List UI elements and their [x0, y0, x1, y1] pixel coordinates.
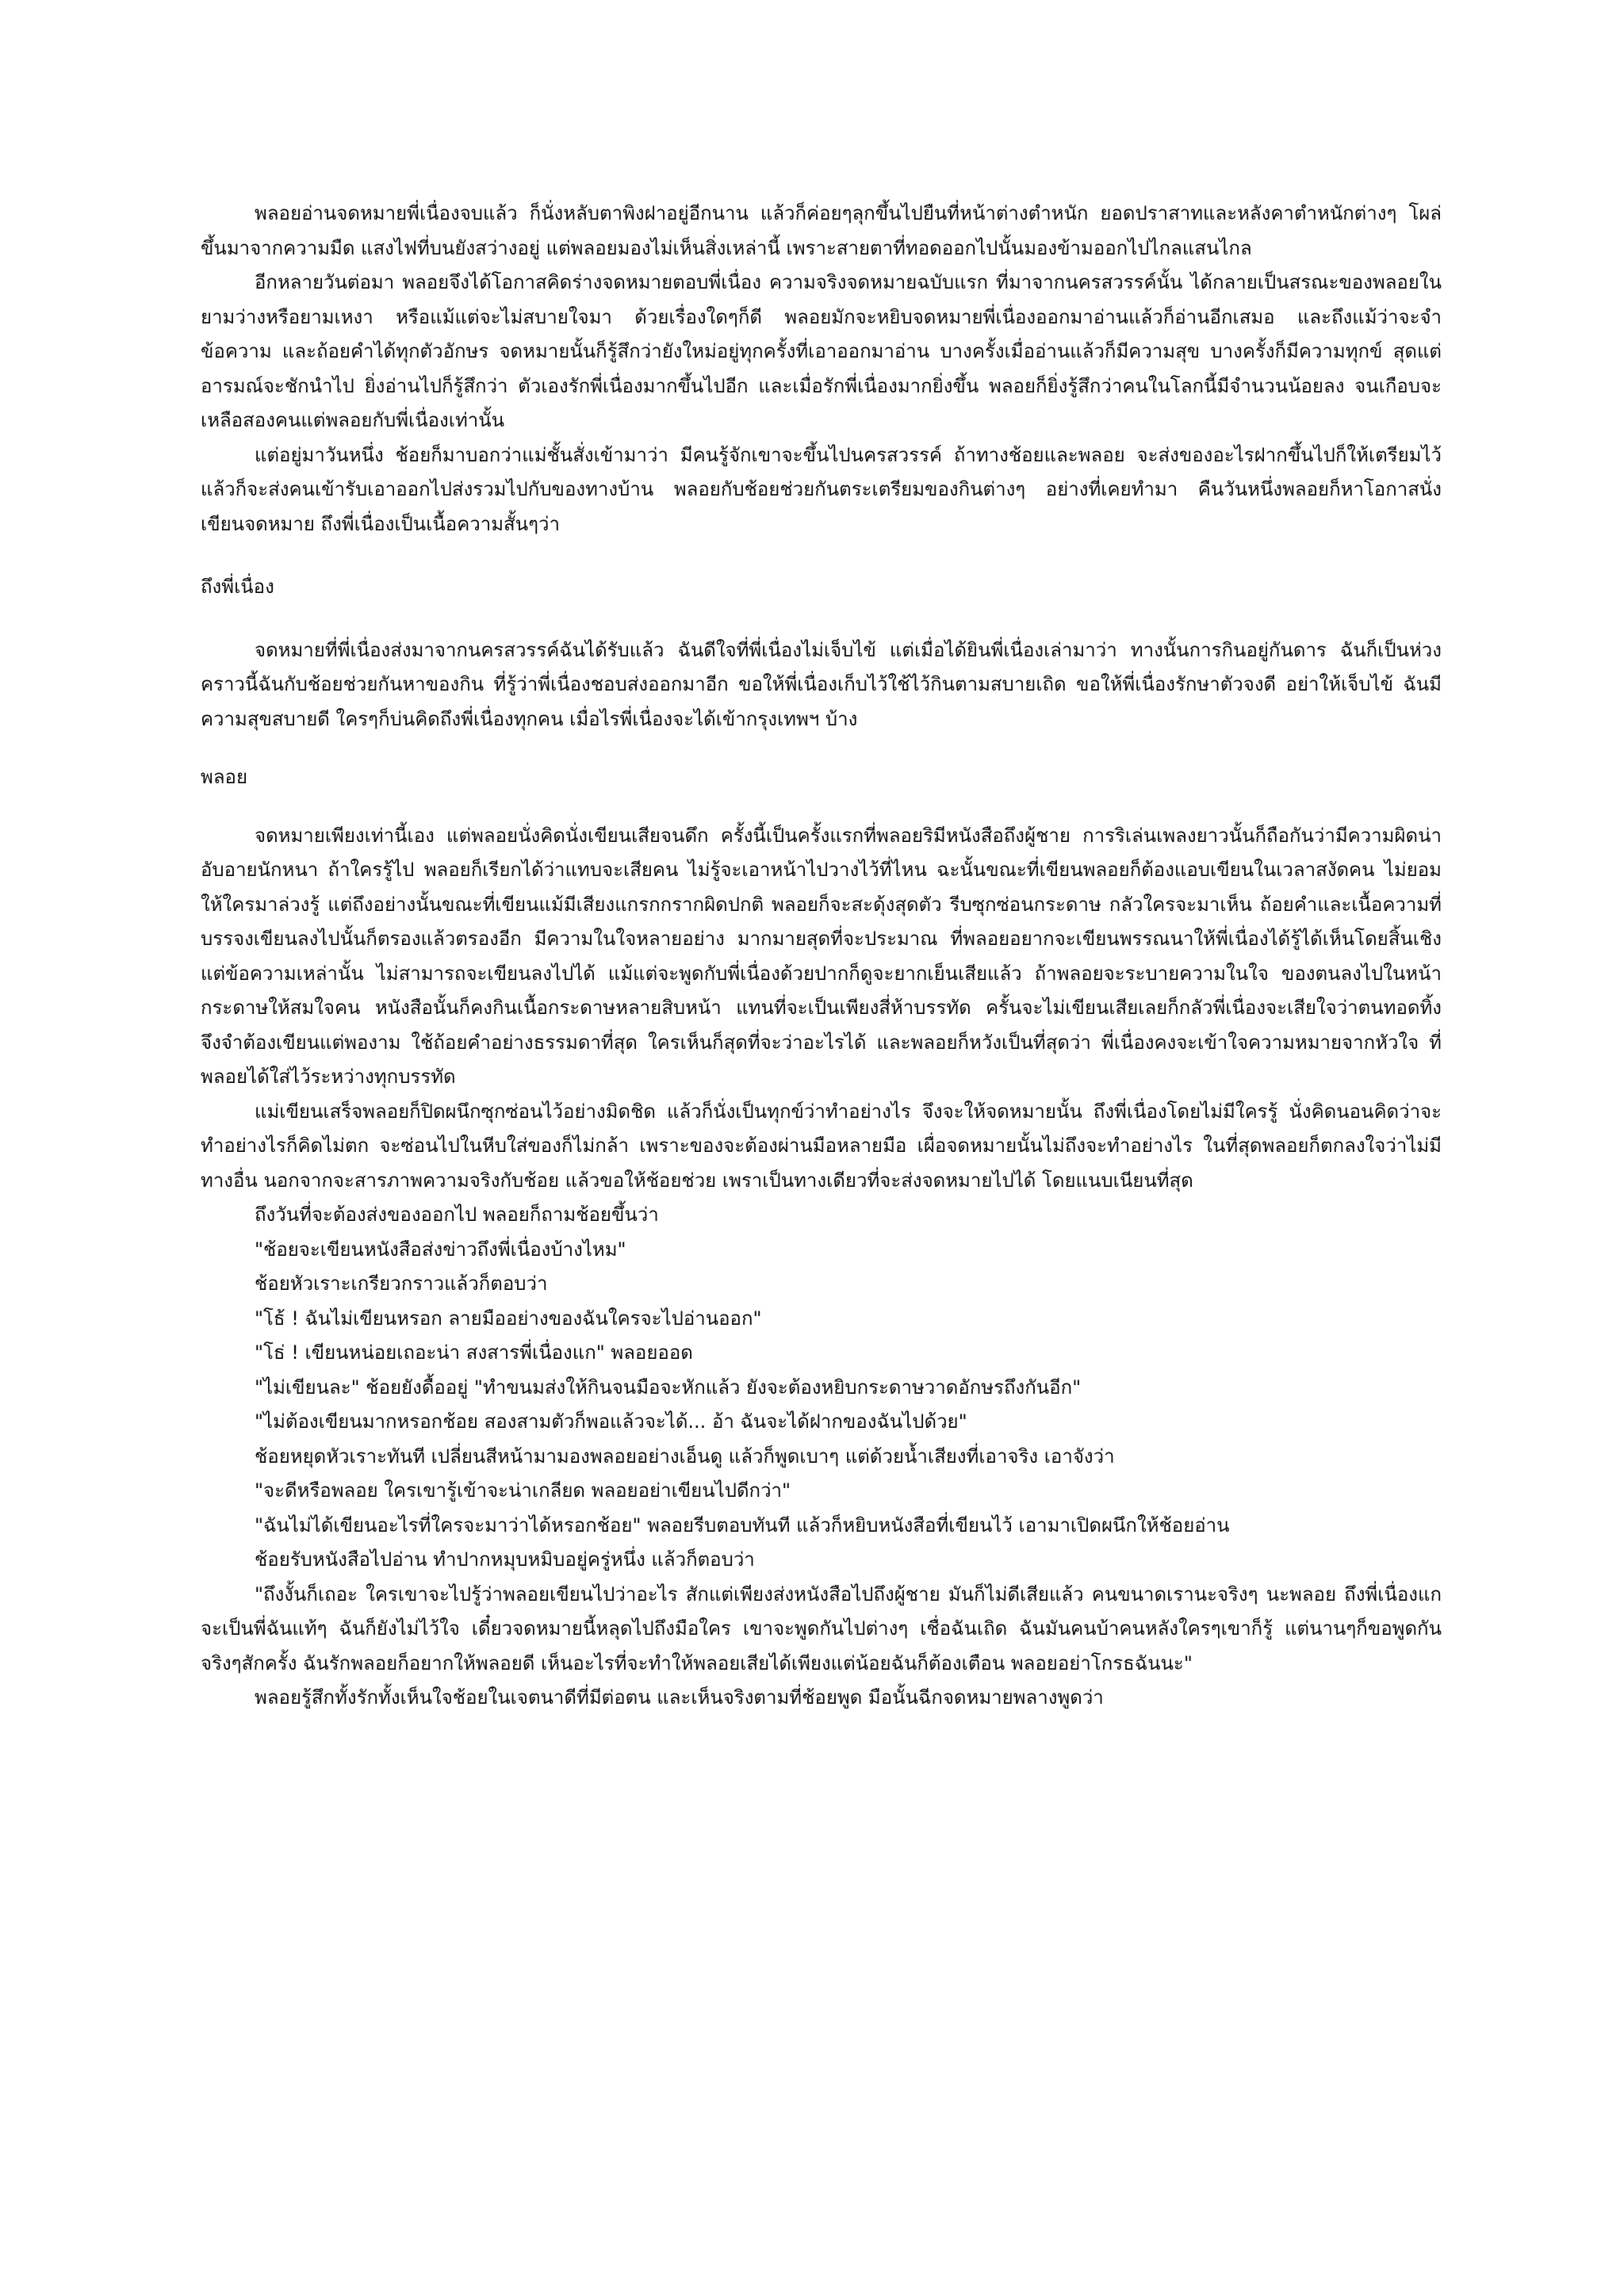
dialogue-line: "ช้อยจะเขียนหนังสือส่งข่าวถึงพี่เนื่องบ้างไหม"	[255, 1238, 626, 1261]
dialogue-line: ช้อยรับหนังสือไปอ่าน ทำปากหมุบหมิบอยู่ครู่หนึ่ง แล้วก็ตอบว่า	[255, 1548, 755, 1571]
dialogue-line: ช้อยหัวเราะเกรียวกราวแล้วก็ตอบว่า	[255, 1272, 548, 1295]
letter-signature: พลอย	[201, 766, 248, 788]
paragraph: อีกหลายวันต่อมา พลอยจึงได้โอกาสคิดร่างจดหมายตอบพี่เนื่อง ความจริงจดหมายฉบับแรก ที่มาจากนครสวรรค์นั้น ได้กลายเป็นสรณะของพลอยในยามว่างหรือยามเหงา หรือแม้แต่จะไม่สบายใจมา ด้วยเรื่องใดๆก็ดี พลอยมักจะหยิบจดหมายพี่เนื่องออกมาอ่านแล้วก็อ่านอีกเสมอ และถึงแม้ว่าจะจำข้อความ และถ้อยคำได้ทุกตัวอักษร จดหมายนั้นก็รู้สึกว่ายังใหม่อยู่ทุกครั้งที่เอาออกมาอ่าน บางครั้งเมื่ออ่านแล้วก็มีความสุข บางครั้งก็มีความทุกข์ สุดแต่อารมณ์จะชักนำไป ยิ่งอ่านไปก็รู้สึกว่า ตัวเองรักพี่เนื่องมากขึ้นไปอีก และเมื่อรักพี่เนื่องมากยิ่งขึ้น พลอยก็ยิ่งรู้สึกว่าคนในโลกนี้มีจำนวนน้อยลง จนเกือบจะเหลือสองคนแต่พลอยกับพี่เนื่องเท่านั้น	[201, 271, 1442, 431]
paragraph: แม่เขียนเสร็จพลอยก็ปิดผนึกซุกซ่อนไว้อย่างมิดชิด แล้วก็นั่งเป็นทุกข์ว่าทำอย่างไร จึงจะให้จดหมายนั้น ถึงพี่เนื่องโดยไม่มีใครรู้ นั่งคิดนอนคิดว่าจะทำอย่างไรก็คิดไม่ตก จะซ่อนไปในหีบใส่ของก็ไม่กล้า เพราะของจะต้องผ่านมือหลายมือ เผื่อจดหมายนั้นไม่ถึงจะทำอย่างไร ในที่สุดพลอยก็ตกลงใจว่าไม่มีทางอื่น นอกจากจะสารภาพความจริงกับช้อย แล้วขอให้ช้อยช่วย เพราเป็นทางเดียวที่จะส่งจดหมายไปได้ โดยแนบเนียนที่สุด	[201, 1100, 1442, 1192]
paragraph: "ถึงงั้นก็เถอะ ใครเขาจะไปรู้ว่าพลอยเขียนไปว่าอะไร สักแต่เพียงส่งหนังสือไปถึงผู้ชาย มันก็ไม่ดีเสียแล้ว คนขนาดเรานะจริงๆ นะพลอย ถึงพี่เนื่องแกจะเป็นพี่ฉันแท้ๆ ฉันก็ยังไม่ไว้ใจ เดี๋ยวจดหมายนี้หลุดไปถึงมือใคร เขาจะพูดกันไปต่างๆ เชื่อฉันเถิด ฉันมันคนบ้าคนหลังใครๆเขาก็รู้ แต่นานๆก็ขอพูดกันจริงๆสักครั้ง ฉันรักพลอยก็อยากให้พลอยดี เห็นอะไรที่จะทำให้พลอยเสียได้เพียงแต่น้อยฉันก็ต้องเตือน พลอยอย่าโกรธฉันนะ"	[201, 1582, 1442, 1674]
paragraph: พลอยอ่านจดหมายพี่เนื่องจบแล้ว ก็นั่งหลับตาพิงฝาอยู่อีกนาน แล้วก็ค่อยๆลุกขึ้นไปยืนที่หน้าต่างตำหนัก ยอดปราสาทและหลังคาตำหนักต่างๆ โผล่ขึ้นมาจากความมืด แสงไฟที่บนยังสว่างอยู่ แต่พลอยมองไม่เห็นสิ่งเหล่านี้ เพราะสายตาที่ทอดออกไปนั้นมองข้ามออกไปไกลแสนไกล	[201, 202, 1442, 259]
dialogue-line: "จะดีหรือพลอย ใครเขารู้เข้าจะน่าเกลียด พลอยอย่าเขียนไปดีกว่า"	[255, 1479, 791, 1502]
dialogue-line: "โธ้ ! ฉันไม่เขียนหรอก ลายมืออย่างของฉันใครจะไปอ่านออก"	[255, 1307, 762, 1330]
dialogue-line: ช้อยหยุดหัวเราะทันที เปลี่ยนสีหน้ามามองพลอยอย่างเอ็นดู แล้วก็พูดเบาๆ แต่ด้วยน้ำเสียงที่เอาจริง เอาจังว่า	[255, 1445, 1115, 1468]
paragraph: แต่อยู่มาวันหนึ่ง ช้อยก็มาบอกว่าแม่ชั้นสั่งเข้ามาว่า มีคนรู้จักเขาจะขึ้นไปนครสวรรค์ ถ้าทางช้อยและพลอย จะส่งของอะไรฝากขึ้นไปก็ให้เตรียมไว้ แล้วก็จะส่งคนเข้ารับเอาออกไปส่งรวมไปกับของทางบ้าน พลอยกับช้อยช่วยกันตระเตรียมของกินต่างๆ อย่างที่เคยทำมา คืนวันหนึ่งพลอยก็หาโอกาสนั่งเขียนจดหมาย ถึงพี่เนื่องเป็นเนื้อความสั้นๆว่า	[201, 443, 1442, 535]
dialogue-line: "ไม่เขียนละ" ช้อยยังดื้ออยู่ "ทำขนมส่งให้กินจนมือจะหักแล้ว ยังจะต้องหยิบกระดาษวาดอักษรถึงกันอีก"	[255, 1376, 1082, 1399]
paragraph: พลอยรู้สึกทั้งรักทั้งเห็นใจช้อยในเจตนาดีที่มีต่อตน และเห็นจริงตามที่ช้อยพูด มือนั้นฉีกจดหมายพลางพูดว่า	[255, 1686, 1104, 1709]
letter-text: จดหมายที่พี่เนื่องส่งมาจากนครสวรรค์ฉันได้รับแล้ว ฉันดีใจที่พี่เนื่องไม่เจ็บไข้ แต่เมื่อได้ยินพี่เนื่องเล่ามาว่า ทางนั้นการกินอยู่กันดาร ฉันก็เป็นห่วง คราวนี้ฉันกับช้อยช่วยกันหาของกิน ที่รู้ว่าพี่เนื่องชอบส่งออกมาอีก ขอให้พี่เนื่องเก็บไว้ใช้ไว้กินตามสบายเถิด ขอให้พี่เนื่องรักษาตัวจงดี อย่าให้เจ็บไข้ ฉันมีความสุขสบายดี ใครๆก็บ่นคิดถึงพี่เนื่องทุกคน เมื่อไรพี่เนื่องจะได้เข้ากรุงเทพฯ บ้าง	[201, 638, 1442, 730]
dialogue-line: ถึงวันที่จะต้องส่งของออกไป พลอยก็ถามช้อยขึ้นว่า	[255, 1203, 659, 1226]
letter-salutation: ถึงพี่เนื่อง	[201, 576, 274, 598]
dialogue-line: "ไม่ต้องเขียนมากหรอกช้อย สองสามตัวก็พอแล้วจะได้... อ้า ฉันจะได้ฝากของฉันไปด้วย"	[255, 1410, 967, 1433]
paragraph: จดหมายเพียงเท่านี้เอง แต่พลอยนั่งคิดนั่งเขียนเสียจนดึก ครั้งนี้เป็นครั้งแรกที่พลอยริมีหนังสือถึงผู้ชาย การริเล่นเพลงยาวนั้นก็ถือกันว่ามีความผิดน่าอับอายนักหนา ถ้าใครรู้ไป พลอยก็เรียกได้ว่าแทบจะเสียคน ไม่รู้จะเอาหน้าไปวางไว้ที่ไหน ฉะนั้นขณะที่เขียนพลอยก็ต้องแอบเขียนในเวลาสงัดคน ไม่ยอมให้ใครมาล่วงรู้ แต่ถึงอย่างนั้นขณะที่เขียนแม้มีเสียงแกรกกรากผิดปกติ พลอยก็จะสะดุ้งสุดตัว รีบซุกซ่อนกระดาษ กลัวใครจะมาเห็น ถ้อยคำและเนื้อความที่บรรจงเขียนลงไปนั้นก็ตรองแล้วตรองอีก มีความในใจหลายอย่าง มากมายสุดที่จะประมาณ ที่พลอยอยากจะเขียนพรรณนาให้พี่เนื่องได้รู้ได้เห็นโดยสิ้นเชิง แต่ข้อความเหล่านั้น ไม่สามารถจะเขียนลงไปได้ แม้แต่จะพูดกับพี่เนื่องด้วยปากก็ดูจะยากเย็นเสียแล้ว ถ้าพลอยจะระบายความในใจ ของตนลงไปในหน้ากระดาษให้สมใจคน หนังสือนั้นก็คงกินเนื้อกระดาษหลายสิบหน้า แทนที่จะเป็นเพียงสี่ห้าบรรทัด ครั้นจะไม่เขียนเสียเลยก็กลัวพี่เนื่องจะเสียใจว่าตนทอดทิ้ง จึงจำต้องเขียนแต่พองาม ใช้ถ้อยคำอย่างธรรมดาที่สุด ใครเห็นก็สุดที่จะว่าอะไรได้ และพลอยก็หวังเป็นที่สุดว่า พี่เนื่องคงจะเข้าใจความหมายจากหัวใจ ที่พลอยได้ใส่ไว้ระหว่างทุกบรรทัด	[201, 824, 1442, 1088]
dialogue-line: "ฉันไม่ได้เขียนอะไรที่ใครจะมาว่าได้หรอกช้อย" พลอยรีบตอบทันที แล้วก็หยิบหนังสือที่เขียนไว้ เอามาเปิดผนึกให้ช้อยอ่าน	[255, 1513, 1230, 1536]
dialogue-line: "โธ่ ! เขียนหน่อยเถอะน่า สงสารพี่เนื่องแก" พลอยออด	[255, 1341, 693, 1364]
